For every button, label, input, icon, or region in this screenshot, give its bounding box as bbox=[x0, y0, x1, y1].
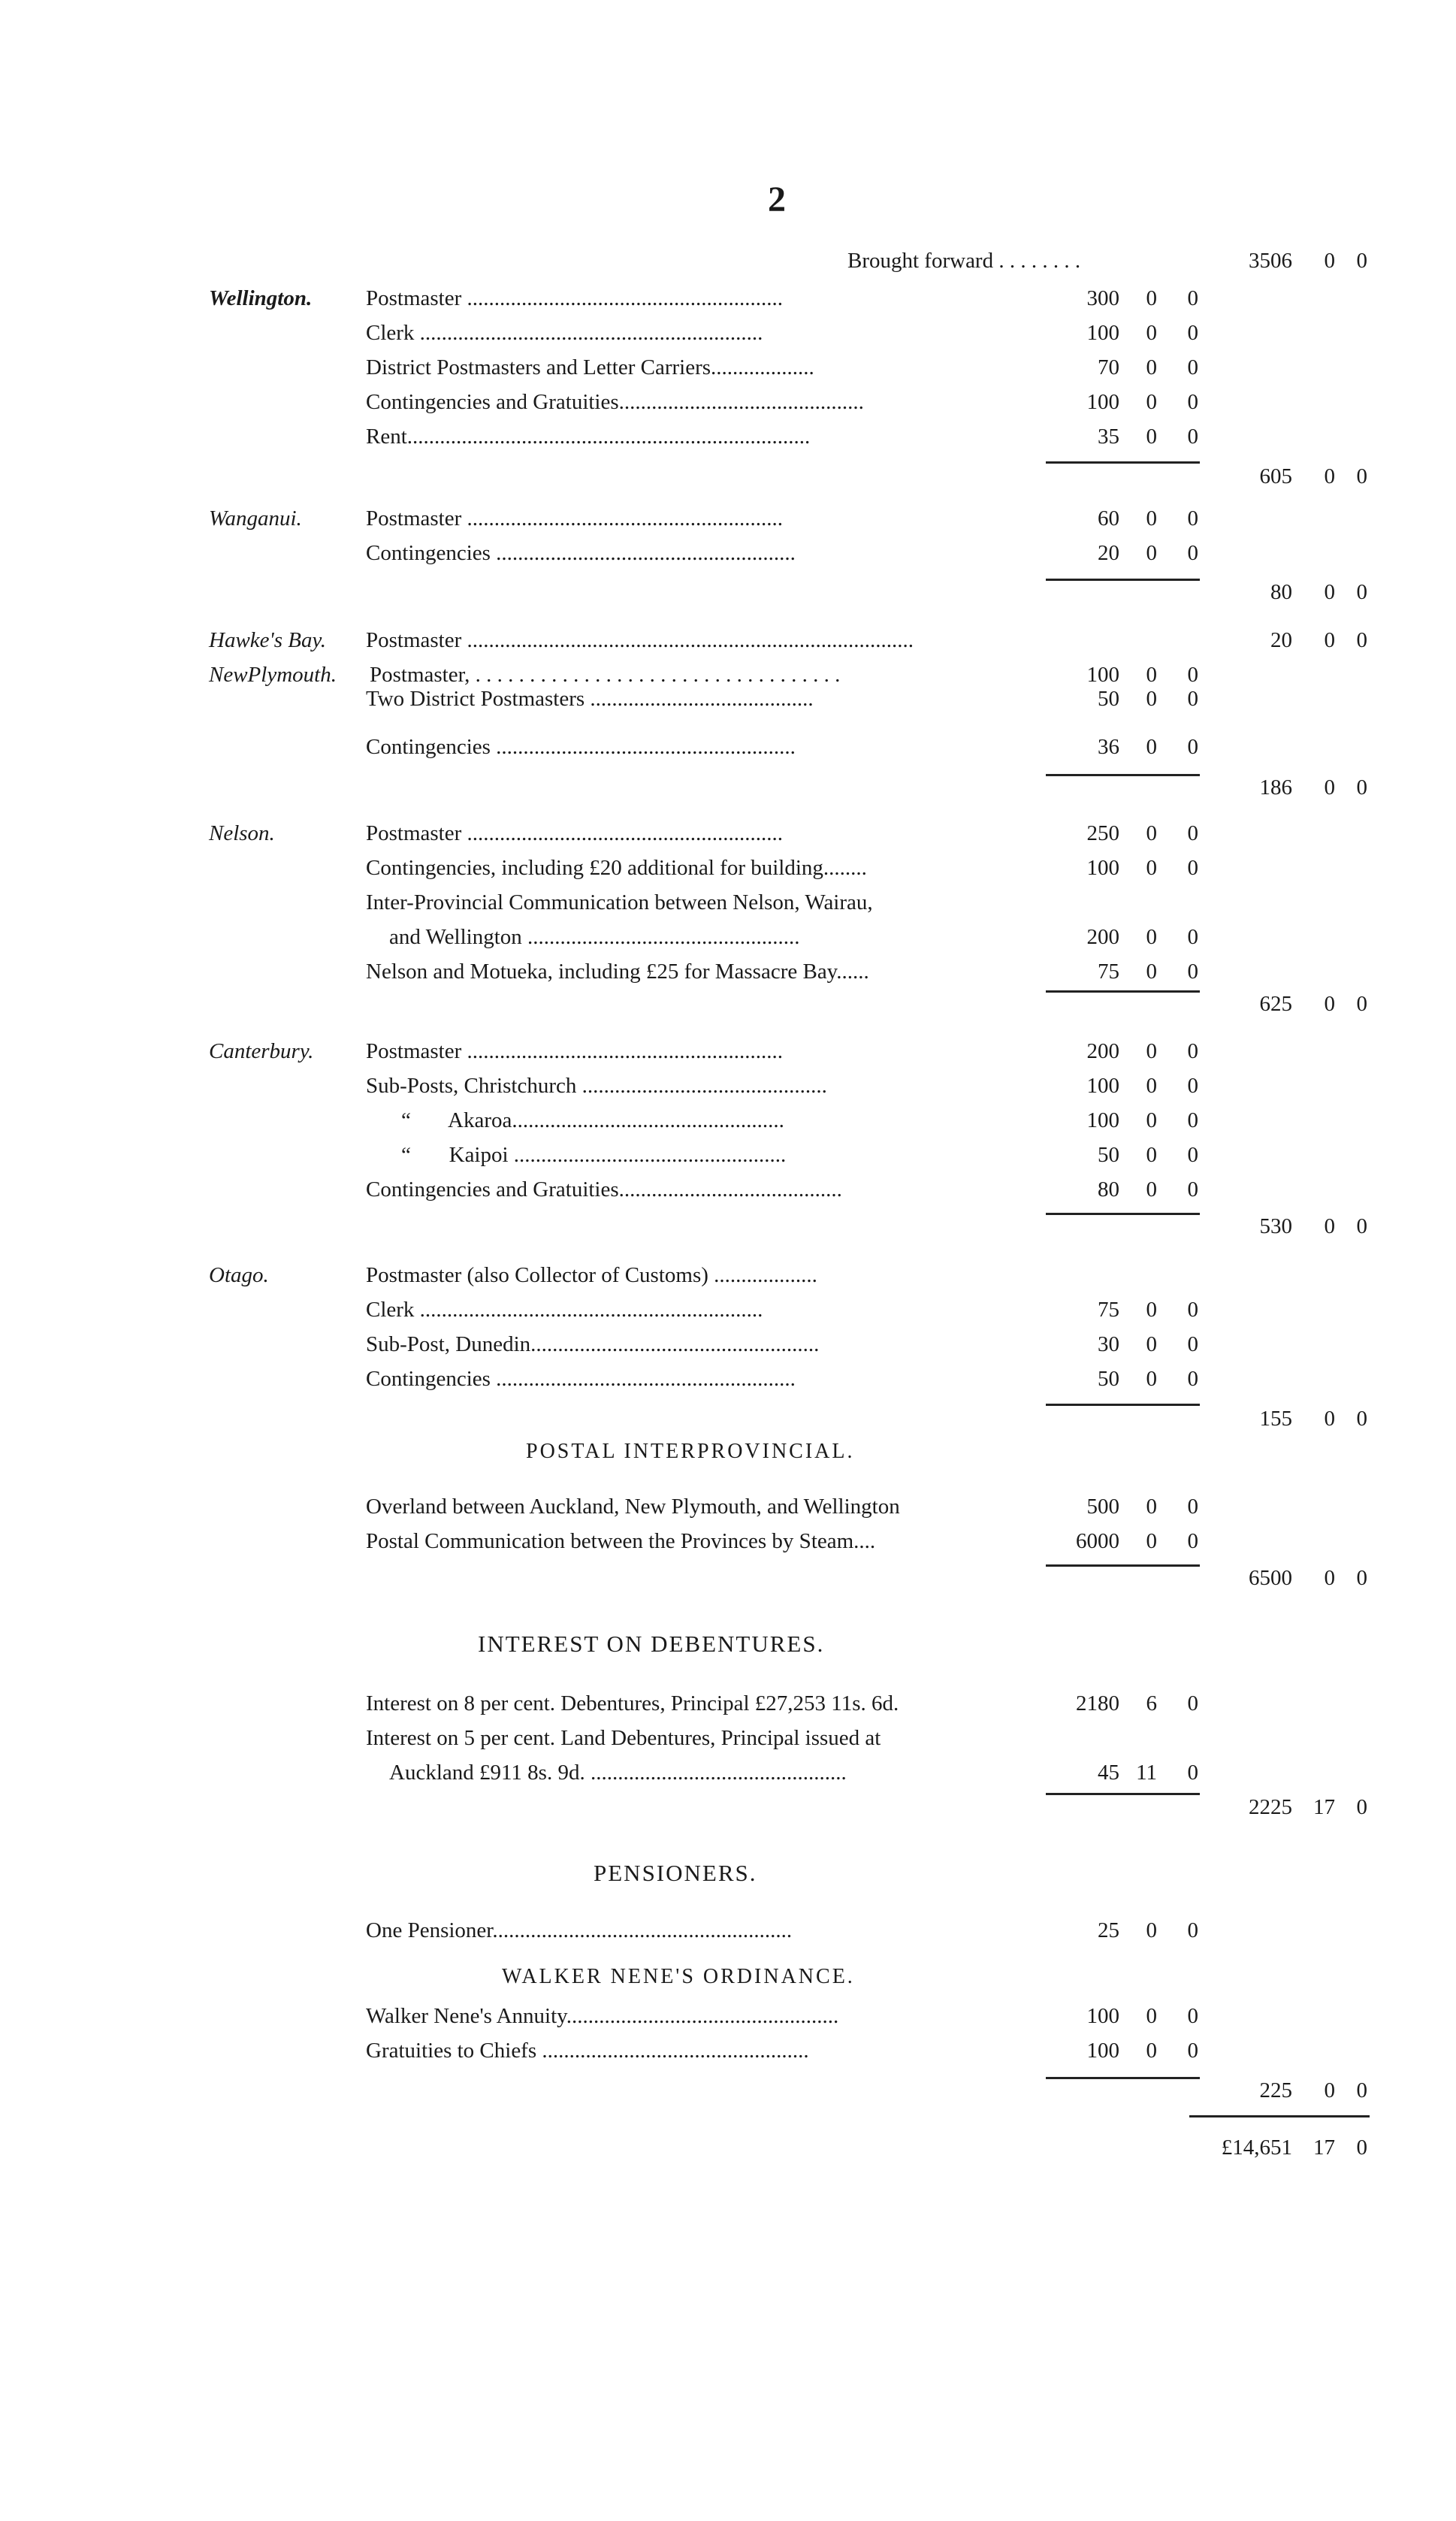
ledger-row bbox=[0, 955, 1456, 988]
amount-shillings: 0 bbox=[1146, 286, 1157, 310]
ledger-row bbox=[0, 886, 1456, 919]
subtotal-row bbox=[0, 1210, 1456, 1243]
region-label: Hawke's Bay. bbox=[209, 628, 327, 652]
amount-pence: 0 bbox=[1187, 1495, 1198, 1519]
amount-pounds: 45 bbox=[1098, 1761, 1119, 1785]
ledger-row bbox=[0, 282, 1456, 315]
total-pounds: 155 bbox=[1259, 1407, 1292, 1431]
amount-pence: 0 bbox=[1187, 1074, 1198, 1098]
total-pounds: 625 bbox=[1259, 992, 1292, 1016]
total-pence: 0 bbox=[1356, 580, 1367, 604]
item-label: Nelson and Motueka, including £25 for Massacre Bay...... bbox=[366, 960, 869, 984]
item-label: Postmaster (also Collector of Customs) ................... bbox=[366, 1263, 817, 1287]
section-heading: POSTAL INTERPROVINCIAL. bbox=[526, 1440, 855, 1463]
section-heading: PENSIONERS. bbox=[594, 1860, 757, 1886]
amount-pounds: 25 bbox=[1098, 1918, 1119, 1942]
amount-pounds: 100 bbox=[1086, 1108, 1119, 1132]
amount-shillings: 0 bbox=[1146, 2004, 1157, 2028]
amount-pence: 0 bbox=[1187, 1761, 1198, 1785]
amount-pounds: 100 bbox=[1086, 2039, 1119, 2063]
total-pounds: 3506 bbox=[1249, 249, 1292, 273]
item-label: Postmaster .......................................................... bbox=[366, 286, 784, 310]
subtotal-row bbox=[0, 1561, 1456, 1595]
total-pence: 0 bbox=[1356, 1795, 1367, 1819]
ledger-row bbox=[0, 351, 1456, 384]
item-label: Postal Communication between the Provinces by Steam.... bbox=[366, 1529, 876, 1553]
amount-pence: 0 bbox=[1187, 2039, 1198, 2063]
subtotal-row bbox=[0, 1791, 1456, 1824]
amount-pence: 0 bbox=[1187, 541, 1198, 565]
subtotal-row bbox=[0, 460, 1456, 493]
total-pence: 0 bbox=[1356, 1566, 1367, 1590]
subtotal-row bbox=[0, 2074, 1456, 2107]
amount-pounds: 6000 bbox=[1076, 1529, 1119, 1553]
page-number: 2 bbox=[768, 180, 786, 219]
subtotal-row bbox=[0, 1402, 1456, 1435]
region-label: Canterbury. bbox=[209, 1039, 314, 1063]
total-pounds: 225 bbox=[1259, 2078, 1292, 2102]
ledger-row bbox=[0, 1721, 1456, 1755]
item-label: Postmaster .................................................................................. bbox=[366, 628, 914, 652]
item-label: District Postmasters and Letter Carriers................... bbox=[366, 355, 814, 379]
amount-shillings: 0 bbox=[1146, 321, 1157, 345]
item-label: “ Akaroa.................................................. bbox=[401, 1108, 784, 1132]
amount-shillings: 0 bbox=[1146, 1108, 1157, 1132]
amount-pounds: 200 bbox=[1086, 925, 1119, 949]
total-shillings: 0 bbox=[1324, 1407, 1335, 1431]
amount-pounds: 80 bbox=[1098, 1177, 1119, 1202]
amount-pounds: 50 bbox=[1098, 1367, 1119, 1391]
amount-pounds: 100 bbox=[1086, 663, 1119, 687]
item-label: Sub-Post, Dunedin..................................................... bbox=[366, 1332, 820, 1356]
total-shillings: 0 bbox=[1324, 1214, 1335, 1238]
amount-pence: 0 bbox=[1187, 390, 1198, 414]
amount-pence: 0 bbox=[1187, 925, 1198, 949]
amount-shillings: 0 bbox=[1146, 541, 1157, 565]
ledger-row bbox=[0, 1525, 1456, 1558]
amount-pence: 0 bbox=[1187, 506, 1198, 530]
item-label: Two District Postmasters ......................................... bbox=[366, 687, 814, 711]
amount-pounds: 75 bbox=[1098, 960, 1119, 984]
total-pence: 0 bbox=[1356, 1214, 1367, 1238]
item-label: Postmaster, . . . . . . . . . . . . . . . . . . . . . . . . . . . . . . . . . . bbox=[370, 663, 841, 687]
total-pounds: 6500 bbox=[1249, 1566, 1292, 1590]
amount-pounds: 30 bbox=[1098, 1332, 1119, 1356]
total-shillings: 17 bbox=[1313, 1795, 1335, 1819]
subtotal-row bbox=[0, 771, 1456, 804]
amount-shillings: 0 bbox=[1146, 1143, 1157, 1167]
amount-shillings: 0 bbox=[1146, 1074, 1157, 1098]
total-pounds: 186 bbox=[1259, 775, 1292, 800]
total-shillings: 0 bbox=[1324, 628, 1335, 652]
amount-pence: 0 bbox=[1187, 2004, 1198, 2028]
item-label: Contingencies ....................................................... bbox=[366, 541, 796, 565]
total-shillings: 0 bbox=[1324, 464, 1335, 488]
amount-shillings: 0 bbox=[1146, 355, 1157, 379]
amount-pence: 0 bbox=[1187, 856, 1198, 880]
grand-total-shillings: 17 bbox=[1313, 2136, 1335, 2160]
amount-shillings: 0 bbox=[1146, 925, 1157, 949]
region-label: Nelson. bbox=[209, 821, 275, 845]
amount-pounds: 36 bbox=[1098, 735, 1119, 759]
amount-pence: 0 bbox=[1187, 1332, 1198, 1356]
section-heading: INTEREST ON DEBENTURES. bbox=[478, 1631, 825, 1657]
amount-shillings: 0 bbox=[1146, 1918, 1157, 1942]
amount-shillings: 0 bbox=[1146, 506, 1157, 530]
item-label: Inter-Provincial Communication between Nelson, Wairau, bbox=[366, 890, 873, 914]
ledger-row bbox=[0, 1173, 1456, 1206]
brought-forward-label: Brought forward . . . . . . . . bbox=[847, 249, 1081, 273]
grand-total-pounds: £14,651 bbox=[1221, 2136, 1292, 2160]
amount-shillings: 0 bbox=[1146, 425, 1157, 449]
region-label: Otago. bbox=[209, 1263, 269, 1287]
ledger-row bbox=[0, 817, 1456, 850]
item-label: Interest on 8 per cent. Debentures, Principal £27,253 11s. 6d. bbox=[366, 1691, 899, 1715]
ledger-row bbox=[0, 730, 1456, 763]
amount-shillings: 0 bbox=[1146, 1495, 1157, 1519]
amount-pence: 0 bbox=[1187, 425, 1198, 449]
amount-pence: 0 bbox=[1187, 1108, 1198, 1132]
total-pence: 0 bbox=[1356, 464, 1367, 488]
item-label: and Wellington .................................................. bbox=[389, 925, 800, 949]
total-pence: 0 bbox=[1356, 775, 1367, 800]
total-pounds: 20 bbox=[1270, 628, 1292, 652]
item-label: One Pensioner....................................................... bbox=[366, 1918, 793, 1942]
amount-pence: 0 bbox=[1187, 735, 1198, 759]
amount-shillings: 0 bbox=[1146, 821, 1157, 845]
amount-shillings: 0 bbox=[1146, 1039, 1157, 1063]
item-label: Contingencies ....................................................... bbox=[366, 735, 796, 759]
total-pounds: 530 bbox=[1259, 1214, 1292, 1238]
ledger-row bbox=[0, 624, 1456, 657]
ledger-row bbox=[0, 851, 1456, 884]
amount-shillings: 0 bbox=[1146, 390, 1157, 414]
item-label: Contingencies ....................................................... bbox=[366, 1367, 796, 1391]
amount-pounds: 500 bbox=[1086, 1495, 1119, 1519]
amount-pence: 0 bbox=[1187, 1298, 1198, 1322]
amount-pence: 0 bbox=[1187, 1039, 1198, 1063]
ledger-row bbox=[0, 1104, 1456, 1137]
item-label: Contingencies and Gratuities......................................... bbox=[366, 1177, 842, 1202]
ledger-row bbox=[0, 1328, 1456, 1361]
ledger-row bbox=[0, 2034, 1456, 2067]
amount-pence: 0 bbox=[1187, 286, 1198, 310]
region-label: NewPlymouth. bbox=[209, 663, 337, 687]
amount-pounds: 75 bbox=[1098, 1298, 1119, 1322]
total-pence: 0 bbox=[1356, 1407, 1367, 1431]
amount-pence: 0 bbox=[1187, 960, 1198, 984]
ledger-row bbox=[0, 502, 1456, 535]
ledger-row bbox=[0, 1069, 1456, 1102]
amount-pence: 0 bbox=[1187, 663, 1198, 687]
item-label: Postmaster .......................................................... bbox=[366, 1039, 784, 1063]
amount-pounds: 20 bbox=[1098, 541, 1119, 565]
amount-pence: 0 bbox=[1187, 1529, 1198, 1553]
total-shillings: 0 bbox=[1324, 1566, 1335, 1590]
item-label: Overland between Auckland, New Plymouth, and Wellington bbox=[366, 1495, 900, 1519]
amount-shillings: 0 bbox=[1146, 1177, 1157, 1202]
subtotal-row bbox=[0, 987, 1456, 1020]
amount-pounds: 100 bbox=[1086, 2004, 1119, 2028]
amount-pounds: 50 bbox=[1098, 687, 1119, 711]
amount-shillings: 6 bbox=[1146, 1691, 1157, 1715]
amount-pounds: 100 bbox=[1086, 390, 1119, 414]
item-label: Sub-Posts, Christchurch ............................................. bbox=[366, 1074, 827, 1098]
section-heading: WALKER NENE'S ORDINANCE. bbox=[502, 1965, 855, 1988]
ledger-row bbox=[0, 1362, 1456, 1395]
ledger-row bbox=[0, 316, 1456, 349]
subtotal-row bbox=[0, 576, 1456, 609]
amount-shillings: 0 bbox=[1146, 2039, 1157, 2063]
item-label: Contingencies and Gratuities............................................. bbox=[366, 390, 864, 414]
ledger-row bbox=[0, 537, 1456, 570]
amount-pounds: 100 bbox=[1086, 856, 1119, 880]
total-shillings: 0 bbox=[1324, 992, 1335, 1016]
amount-pounds: 100 bbox=[1086, 321, 1119, 345]
total-pounds: 2225 bbox=[1249, 1795, 1292, 1819]
total-pounds: 605 bbox=[1259, 464, 1292, 488]
ledger-row bbox=[0, 1687, 1456, 1720]
total-shillings: 0 bbox=[1324, 249, 1335, 273]
item-label: Interest on 5 per cent. Land Debentures, Principal issued at bbox=[366, 1726, 881, 1750]
amount-pence: 0 bbox=[1187, 1143, 1198, 1167]
ledger-row bbox=[0, 1914, 1456, 1947]
item-label: Contingencies, including £20 additional for building........ bbox=[366, 856, 867, 880]
amount-shillings: 0 bbox=[1146, 960, 1157, 984]
amount-pounds: 70 bbox=[1098, 355, 1119, 379]
amount-pence: 0 bbox=[1187, 1918, 1198, 1942]
amount-shillings: 0 bbox=[1146, 1298, 1157, 1322]
ledger-row bbox=[0, 1035, 1456, 1068]
item-label: Walker Nene's Annuity.................................................. bbox=[366, 2004, 839, 2028]
ledger-row bbox=[0, 2000, 1456, 2033]
item-label: Gratuities to Chiefs ................................................. bbox=[366, 2039, 809, 2063]
total-pence: 0 bbox=[1356, 992, 1367, 1016]
ledger-row bbox=[0, 1293, 1456, 1326]
amount-pounds: 35 bbox=[1098, 425, 1119, 449]
region-label: Wellington. bbox=[209, 286, 313, 310]
item-label: Rent.......................................................................... bbox=[366, 425, 811, 449]
item-label: “ Kaipoi .................................................. bbox=[401, 1143, 787, 1167]
total-pence: 0 bbox=[1356, 628, 1367, 652]
ledger-row bbox=[0, 920, 1456, 954]
brought-forward-row bbox=[0, 244, 1456, 277]
amount-pence: 0 bbox=[1187, 821, 1198, 845]
amount-pence: 0 bbox=[1187, 1367, 1198, 1391]
region-label: Wanganui. bbox=[209, 506, 302, 530]
amount-pence: 0 bbox=[1187, 321, 1198, 345]
amount-shillings: 0 bbox=[1146, 1529, 1157, 1553]
ledger-row bbox=[0, 420, 1456, 453]
ledger-row bbox=[0, 682, 1456, 715]
total-pounds: 80 bbox=[1270, 580, 1292, 604]
total-pence: 0 bbox=[1356, 249, 1367, 273]
amount-pounds: 250 bbox=[1086, 821, 1119, 845]
ledger-row bbox=[0, 385, 1456, 419]
amount-pounds: 100 bbox=[1086, 1074, 1119, 1098]
ledger-row bbox=[0, 1138, 1456, 1171]
item-label: Auckland £911 8s. 9d. ............................................... bbox=[389, 1761, 847, 1785]
amount-shillings: 11 bbox=[1136, 1761, 1157, 1785]
ledger-row bbox=[0, 1259, 1456, 1292]
ledger-row bbox=[0, 1756, 1456, 1789]
total-shillings: 0 bbox=[1324, 775, 1335, 800]
item-label: Postmaster .......................................................... bbox=[366, 821, 784, 845]
amount-shillings: 0 bbox=[1146, 856, 1157, 880]
amount-pounds: 2180 bbox=[1076, 1691, 1119, 1715]
item-label: Postmaster .......................................................... bbox=[366, 506, 784, 530]
amount-shillings: 0 bbox=[1146, 687, 1157, 711]
grand-total-row bbox=[0, 2131, 1456, 2164]
total-shillings: 0 bbox=[1324, 2078, 1335, 2102]
amount-pence: 0 bbox=[1187, 355, 1198, 379]
item-label: Clerk ............................................................... bbox=[366, 321, 763, 345]
total-pence: 0 bbox=[1356, 2078, 1367, 2102]
amount-shillings: 0 bbox=[1146, 663, 1157, 687]
amount-shillings: 0 bbox=[1146, 735, 1157, 759]
amount-pence: 0 bbox=[1187, 1691, 1198, 1715]
item-label: Clerk ............................................................... bbox=[366, 1298, 763, 1322]
amount-shillings: 0 bbox=[1146, 1332, 1157, 1356]
amount-pounds: 300 bbox=[1086, 286, 1119, 310]
amount-pence: 0 bbox=[1187, 687, 1198, 711]
total-shillings: 0 bbox=[1324, 580, 1335, 604]
grand-total-rule bbox=[1189, 2115, 1370, 2117]
amount-pence: 0 bbox=[1187, 1177, 1198, 1202]
amount-shillings: 0 bbox=[1146, 1367, 1157, 1391]
amount-pounds: 60 bbox=[1098, 506, 1119, 530]
ledger-row bbox=[0, 1490, 1456, 1523]
amount-pounds: 50 bbox=[1098, 1143, 1119, 1167]
grand-total-pence: 0 bbox=[1356, 2136, 1367, 2160]
amount-pounds: 200 bbox=[1086, 1039, 1119, 1063]
